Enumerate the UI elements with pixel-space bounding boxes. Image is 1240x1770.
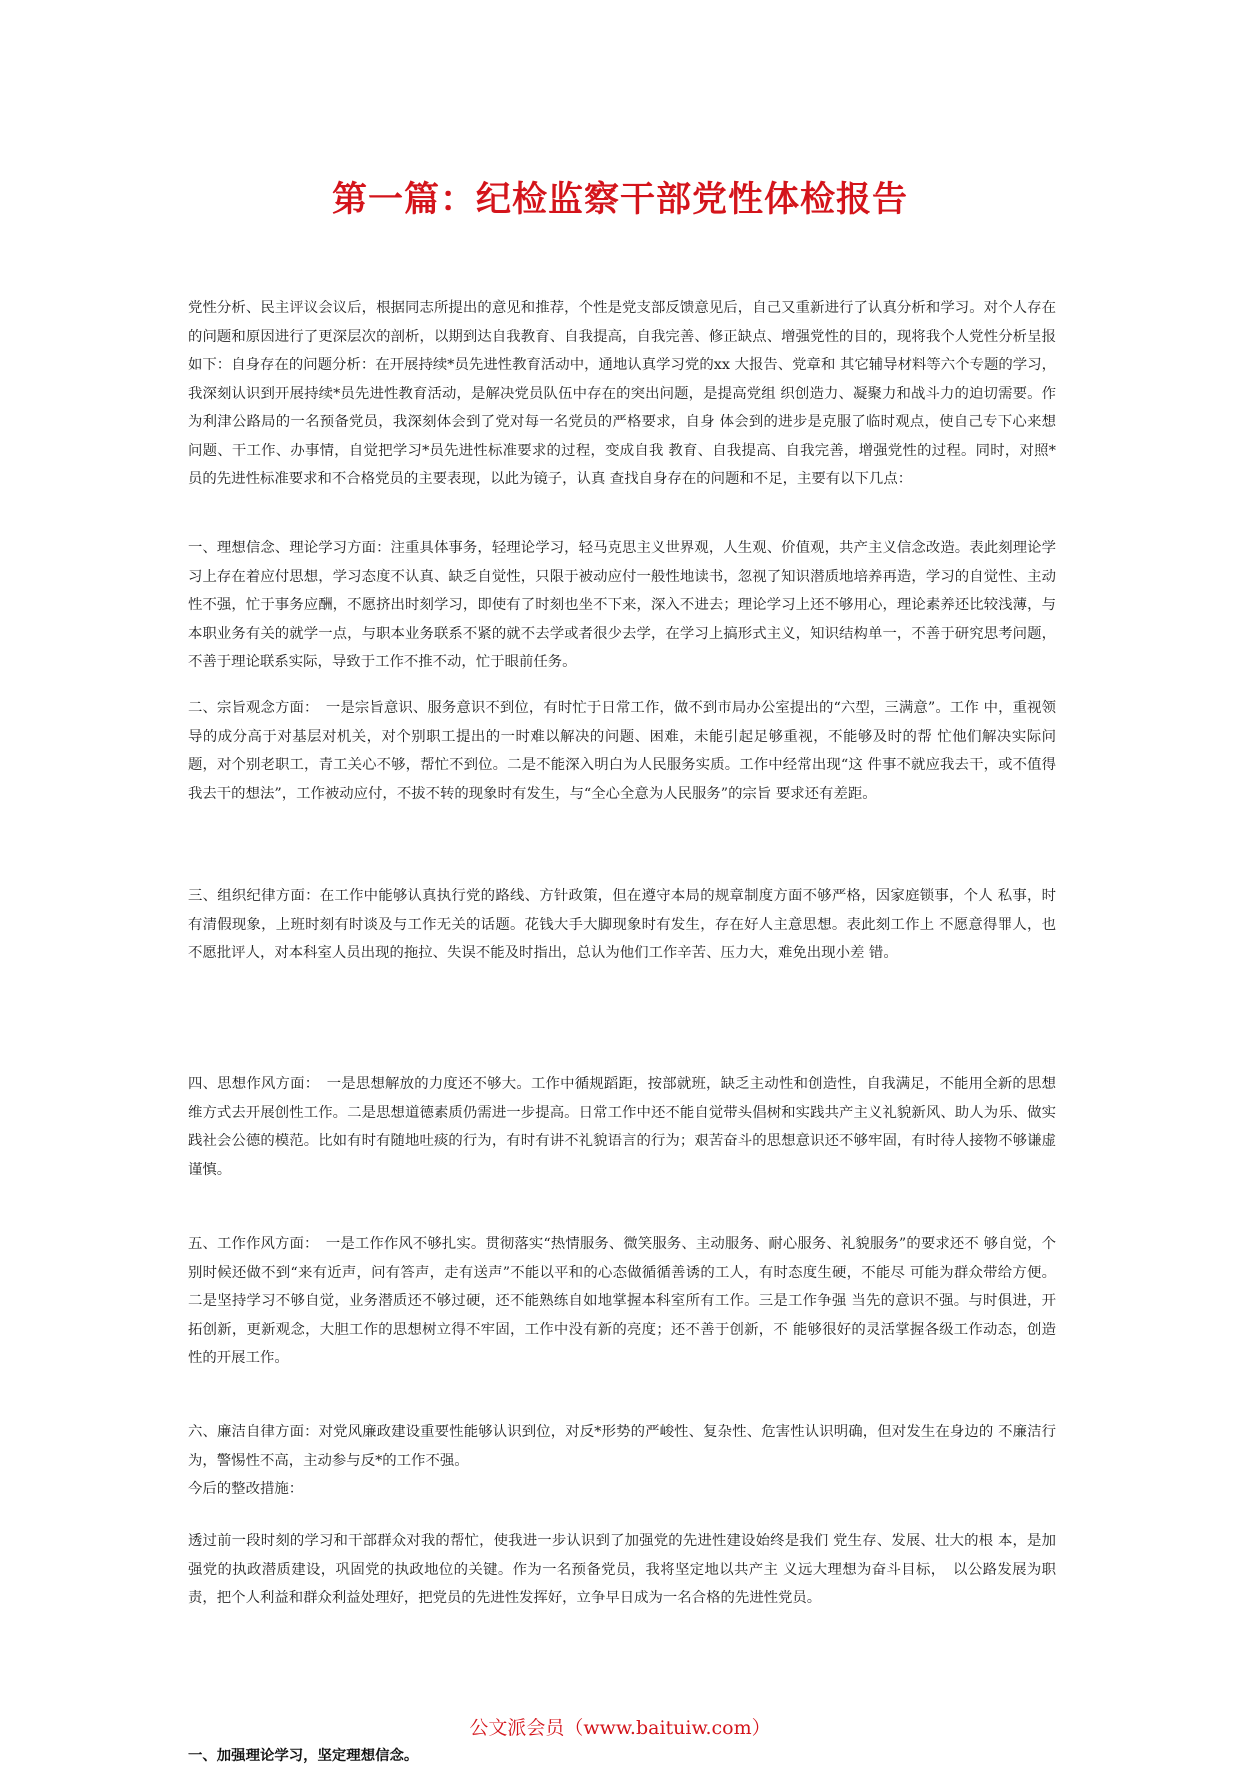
paragraph-integrity [188,1418,1056,1475]
section-heading: 一、加强理论学习，坚定理想信念。 [188,1748,419,1764]
paragraph-purpose-concept [188,694,1056,808]
paragraph-text: 透过前一段时刻的学习和干部群众对我的帮忙，使我进一步认识到了加强党的先进性建设始终是我们 党生存、发展、壮大的根 本，是加强党的执政潜质建设，巩固党的执政地位的关键。作为一名预备党员，我将坚定地以共产主 义远大理想为奋斗目标， 以公路发展为职责，把个人利益和群众利益处理好，把党员的先进性发挥好，立争早日成为一名合格的先进性党员。 [188,1533,1056,1606]
document-title: 第一篇：纪检监察干部党性体检报告 [331,180,908,220]
paragraph-intro [188,294,1056,494]
paragraph-text: 三、组织纪律方面：在工作中能够认真执行党的路线、方针政策，但在遵守本局的规章制度方面不够严格，因家庭锁事，个人 私事，时有清假现象，上班时刻有时谈及与工作无关的话题。花钱大手大脚现象时有发生，存在好人主意思想。表此刻工作上 不愿意得罪人，也不愿批评人，对本科室人员出现的拖拉、失误不能及时指出，总认为他们工作辛苦、压力大，难免出现小差 错。 [188,888,1056,961]
paragraph-conclusion [188,1527,1056,1613]
paragraph-text: 今后的整改措施： [188,1481,304,1497]
footer-watermark-text: 公文派会员（www.baituiw.com） [469,1717,771,1739]
paragraph-text: 六、廉洁自律方面：对党风廉政建设重要性能够认识到位，对反*形势的严峻性、复杂性、危害性认识明确，但对发生在身边的 不廉洁行为，警惕性不高，主动参与反*的工作不强。 [188,1424,1056,1469]
paragraph-text: 一、理想信念、理论学习方面：注重具体事务，轻理论学习，轻马克思主义世界观，人生观、价值观，共产主义信念改造。表此刻理论学习上存在着应付思想，学习态度不认真、缺乏自觉性，只限于被动应付一般性地读书，忽视了知识潜质地培养再造，学习的自觉性、主动性不强，忙于事务应酬，不愿挤出时刻学习，即使有了时刻也坐不下来，深入不进去；理论学习上还不够用心，理论素养还比较浅薄，与本职业务有关的就学一点，与职本业务联系不紧的就不去学或者很少去学，在学习上搞形式主义，知识结构单一，不善于研究思考问题，不善于理论联系实际，导致于工作不推不动，忙于眼前任务。 [188,540,1056,670]
paragraph-text: 党性分析、民主评议会议后，根据同志所提出的意见和推荐，个性是党支部反馈意见后，自己又重新进行了认真分析和学习。对个人存在的问题和原因进行了更深层次的剖析，以期到达自我教育、自我提高，自我完善、修正缺点、增强党性的目的，现将我个人党性分析呈报如下：自身存在的问题分析：在开展持续*员先进性教育活动中，通地认真学习党的xx 大报告、党章和 其它辅导材料等六个专题的学习，我深刻认识到开展持续*员先进性教育活动，是解决党员队伍中存在的突出问题，是提高党组 织创造力、凝聚力和战斗力的迫切需要。作为利津公路局的一名预备党员，我深刻体会到了党对每一名党员的严格要求，自身 体会到的进步是克服了临时观点，使自己专下心来想问题、干工作、办事情，自觉把学习*员先进性标准要求的过程，变成自我 教育、自我提高、自我完善，增强党性的过程。同时，对照*员的先进性标准要求和不合格党员的主要表现，以此为镜子，认真 查找自身存在的问题和不足，主要有以下几点： [188,300,1056,487]
paragraph-thinking-style [188,1070,1056,1184]
paragraph-text: 五、工作作风方面： 一是工作作风不够扎实。贯彻落实“热情服务、微笑服务、主动服务、耐心服务、礼貌服务”的要求还不 够自觉，个别时候还做不到“来有近声，问有答声，走有送声”不能以平和的心态做循循善诱的工人，有时态度生硬，不能尽 可能为群众带给方便。二是坚持学习不够自觉，业务潜质还不够过硬，还不能熟练自如地掌握本科室所有工作。三是工作争强 当先的意识不强。与时俱进，开拓创新，更新观念，大胆工作的思想树立得不牢固，工作中没有新的亮度；还不善于创新，不 能够很好的灵活掌握各级工作动态，创造性的开展工作。 [188,1236,1056,1366]
paragraph-work-style [188,1230,1056,1373]
paragraph-measures-heading [188,1475,1056,1504]
paragraph-text: 二、宗旨观念方面： 一是宗旨意识、服务意识不到位，有时忙于日常工作，做不到市局办公室提出的“六型，三满意”。工作 中，重视领导的成分高于对基层对机关，对个别职工提出的一时难以解决的问题、困难，未能引起足够重视，不能够及时的帮 忙他们解决实际问题，对个别老职工，青工关心不够，帮忙不到位。二是不能深入明白为人民服务实质。工作中经常出现“这 件事不就应我去干，或不值得我去干的想法”，工作被动应付，不拔不转的现象时有发生，与“全心全意为人民服务”的宗旨 要求还有差距。 [188,700,1056,802]
paragraph-text: 四、思想作风方面： 一是思想解放的力度还不够大。工作中循规蹈距，按部就班，缺乏主动性和创造性，自我满足，不能用全新的思想维方式去开展创性工作。二是思想道德素质仍需进一步提高。日常工作中还不能自觉带头倡树和实践共产主义礼貌新风、助人为乐、做实践社会公德的模范。比如有时有随地吐痰的行为，有时有讲不礼貌语言的行为；艰苦奋斗的思想意识还不够牢固，有时待人接物不够谦虚谨慎。 [188,1076,1056,1178]
paragraph-ideals-theory [188,534,1056,677]
paragraph-discipline [188,882,1056,968]
